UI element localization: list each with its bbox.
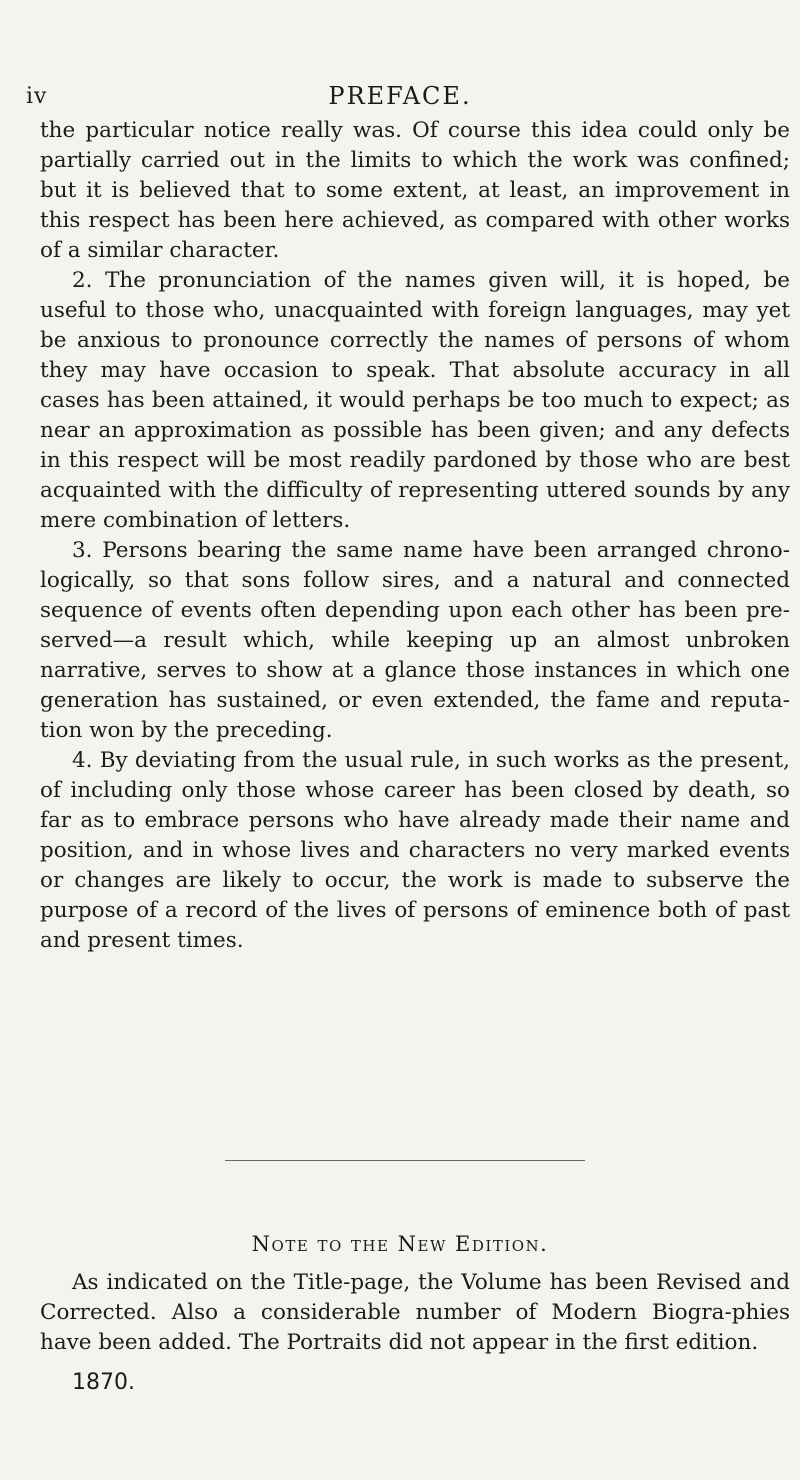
paragraph-2-pronunciation: 2. The pronunciation of the names given will, it is hoped, be useful to those who, unacquainted with foreign languages, may yet be anxious to pronounce correctly the names of persons of whom they may have occasion to speak. That absolute accuracy in all cases has been attained, it would perhaps be too much to expect; as near an approximation as possible has been given; and any defects in this respect will be most readily pardoned by those who are best acquainted with the difficulty of representing uttered sounds by any mere combination of letters. [40, 268, 790, 533]
preface-body [40, 116, 790, 956]
paragraph-continuation: the particular notice really was. Of course this idea could only be partially carried out in the limits to which the work was confined; but it is believed that to some extent, at least, an improvement in this respect has been here achieved, as compared with other works of a similar character. [40, 118, 790, 263]
paragraph-4-living-persons: 4. By deviating from the usual rule, in such works as the present, of including only those whose career has been closed by death, so far as to embrace persons who have already made their name and position, and in whose lives and characters no very marked events or changes are likely to occur, the work is made to subserve the purpose of a record of the lives of persons of eminence both of past and present times. [40, 748, 790, 953]
note-text: As indicated on the Title-page, the Volume has been Revised and Corrected. Also a considerable number of Modern Biogra-phies have been added. The Portraits did not appear in the first edition. [40, 1270, 790, 1355]
note-year: 1870. [72, 1370, 135, 1395]
paragraph-3-chronology: 3. Persons bearing the same name have been arranged chrono-logically, so that sons follow sires, and a natural and connected sequence of events often depending upon each other has been pre-served—a result which, while keeping up an almost unbroken narrative, serves to show at a glance those instances in which one generation has sustained, or even extended, the fame and reputa-tion won by the preceding. [40, 538, 790, 743]
running-head: PREFACE. [328, 82, 472, 110]
page-number: iv [26, 84, 48, 109]
section-divider [225, 1160, 585, 1161]
note-heading: Note to the New Edition. [251, 1232, 549, 1256]
